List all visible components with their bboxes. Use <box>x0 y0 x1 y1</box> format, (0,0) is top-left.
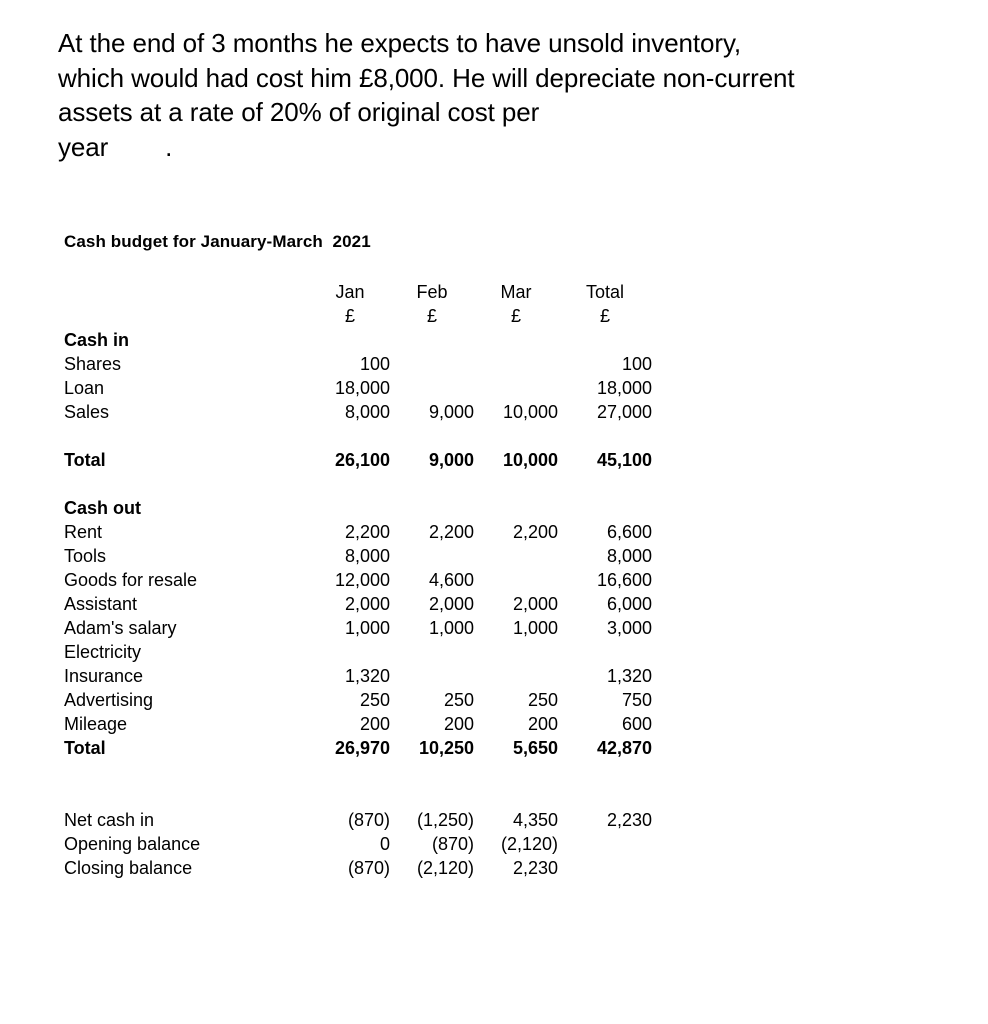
column-header-feb: Feb <box>416 282 448 302</box>
section-heading-cash-in: Cash in <box>64 330 130 350</box>
cell-feb: 1,000 <box>428 618 474 638</box>
cell-feb: 2,000 <box>428 594 474 614</box>
row-label: Net cash in <box>64 810 155 830</box>
cell-total: 6,600 <box>606 522 652 542</box>
cell-jan <box>310 640 390 664</box>
cell-feb: 250 <box>443 690 474 710</box>
summary-row-opening-balance <box>64 832 652 856</box>
currency-header-row <box>64 304 652 328</box>
blank-cell <box>390 328 474 352</box>
summary-row-net-cash-in <box>64 808 652 832</box>
summary-row-closing-balance <box>64 856 652 880</box>
cell-jan: 2,000 <box>344 594 390 614</box>
cell-feb: 2,200 <box>428 522 474 542</box>
cell-mar <box>474 664 558 688</box>
blank-cell <box>474 424 558 448</box>
cell-total: 1,320 <box>606 666 652 686</box>
cell-total <box>558 832 652 856</box>
blank-cell <box>310 496 390 520</box>
column-header-total: Total <box>585 282 625 302</box>
section-heading-row-cash-in <box>64 328 652 352</box>
column-header-mar: Mar <box>500 282 532 302</box>
table-row <box>64 520 652 544</box>
section-heading-cash-out: Cash out <box>64 498 142 518</box>
blank-cell <box>390 472 474 496</box>
total-row-cash-in <box>64 448 652 472</box>
cell-mar <box>474 376 558 400</box>
cell-jan: 26,100 <box>334 450 390 470</box>
spacer-row <box>64 760 652 784</box>
currency-symbol-jan: £ <box>344 306 355 326</box>
cell-total <box>558 640 652 664</box>
cell-jan: (870) <box>347 810 390 830</box>
blank-cell <box>474 496 558 520</box>
intro-line: assets at a rate of 20% of original cost per <box>58 97 540 127</box>
row-label: Tools <box>64 546 107 566</box>
cell-feb <box>390 352 474 376</box>
blank-cell <box>64 760 310 784</box>
cell-total: 27,000 <box>596 402 652 422</box>
blank-cell <box>474 472 558 496</box>
row-label: Closing balance <box>64 858 193 878</box>
cell-jan: 250 <box>359 690 390 710</box>
table-row <box>64 616 652 640</box>
row-label: Goods for resale <box>64 570 198 590</box>
table-row <box>64 544 652 568</box>
cell-mar: 200 <box>527 714 558 734</box>
cell-mar: 1,000 <box>512 618 558 638</box>
currency-symbol-mar: £ <box>510 306 521 326</box>
blank-cell <box>558 424 652 448</box>
cash-budget-table <box>64 280 652 880</box>
cash-budget-title: Cash budget for January-March 2021 <box>64 232 371 251</box>
cell-mar <box>474 352 558 376</box>
cell-mar: 250 <box>527 690 558 710</box>
cell-jan: 2,200 <box>344 522 390 542</box>
total-row-cash-out <box>64 736 652 760</box>
table-row <box>64 352 652 376</box>
blank-cell <box>310 784 390 808</box>
header-blank-cell <box>64 280 310 304</box>
cell-total: 45,100 <box>596 450 652 470</box>
cell-feb <box>390 640 474 664</box>
cell-feb: 200 <box>443 714 474 734</box>
table-row <box>64 376 652 400</box>
blank-cell <box>390 760 474 784</box>
intro-line: year . <box>58 131 173 162</box>
blank-cell <box>390 496 474 520</box>
section-heading-row-cash-out <box>64 496 652 520</box>
cell-total: 750 <box>621 690 652 710</box>
blank-cell <box>310 760 390 784</box>
intro-paragraph <box>58 26 948 164</box>
cell-feb: 9,000 <box>428 402 474 422</box>
cell-feb <box>390 544 474 568</box>
row-label: Rent <box>64 522 103 542</box>
table-row <box>64 712 652 736</box>
row-label: Loan <box>64 378 105 398</box>
intro-line: which would had cost him £8,000. He will depreciate non-current <box>58 62 795 93</box>
cell-total <box>558 856 652 880</box>
cell-mar: 10,000 <box>502 450 558 470</box>
row-label: Assistant <box>64 594 138 614</box>
row-label: Electricity <box>64 642 142 662</box>
blank-cell <box>558 328 652 352</box>
blank-cell <box>310 472 390 496</box>
table-row <box>64 568 652 592</box>
row-label: Total <box>64 738 106 758</box>
blank-cell <box>558 760 652 784</box>
cell-mar: 10,000 <box>502 402 558 422</box>
cell-jan: 8,000 <box>344 546 390 566</box>
cell-total: 42,870 <box>596 738 652 758</box>
cell-jan: 200 <box>359 714 390 734</box>
cell-total: 16,600 <box>596 570 652 590</box>
cell-total: 100 <box>621 354 652 374</box>
cell-mar: 2,230 <box>512 858 558 878</box>
cell-feb: 4,600 <box>428 570 474 590</box>
cell-feb: (1,250) <box>416 810 474 830</box>
currency-symbol-total: £ <box>599 306 610 326</box>
cell-mar: 2,000 <box>512 594 558 614</box>
row-label: Shares <box>64 354 122 374</box>
cell-feb <box>390 664 474 688</box>
row-label: Advertising <box>64 690 154 710</box>
blank-cell <box>310 424 390 448</box>
blank-cell <box>64 784 310 808</box>
cell-mar <box>474 544 558 568</box>
currency-symbol-feb: £ <box>426 306 437 326</box>
row-label: Mileage <box>64 714 128 734</box>
blank-cell <box>558 472 652 496</box>
cell-total: 600 <box>621 714 652 734</box>
table-row <box>64 664 652 688</box>
spacer-row <box>64 784 652 808</box>
cell-mar: 2,200 <box>512 522 558 542</box>
spacer-row <box>64 424 652 448</box>
cell-mar: 5,650 <box>512 738 558 758</box>
row-label: Opening balance <box>64 834 201 854</box>
table-row <box>64 592 652 616</box>
cell-jan: 18,000 <box>334 378 390 398</box>
row-label: Total <box>64 450 106 470</box>
cell-jan: 1,320 <box>344 666 390 686</box>
cell-feb: (870) <box>431 834 474 854</box>
cell-mar: 4,350 <box>512 810 558 830</box>
cell-total: 6,000 <box>606 594 652 614</box>
column-header-jan: Jan <box>335 282 365 302</box>
blank-cell <box>474 328 558 352</box>
table-header-row <box>64 280 652 304</box>
blank-cell <box>558 784 652 808</box>
cell-jan: 12,000 <box>334 570 390 590</box>
blank-cell <box>64 472 310 496</box>
cell-feb <box>390 376 474 400</box>
cell-mar: (2,120) <box>500 834 558 854</box>
cell-jan: 26,970 <box>334 738 390 758</box>
cell-total: 8,000 <box>606 546 652 566</box>
cell-jan: 8,000 <box>344 402 390 422</box>
cell-mar <box>474 640 558 664</box>
cell-total: 18,000 <box>596 378 652 398</box>
spacer-row <box>64 472 652 496</box>
blank-cell <box>474 760 558 784</box>
intro-line: At the end of 3 months he expects to have unsold inventory, <box>58 28 742 58</box>
table-row <box>64 688 652 712</box>
blank-cell <box>310 328 390 352</box>
cell-feb: 9,000 <box>428 450 474 470</box>
cell-feb: (2,120) <box>416 858 474 878</box>
blank-cell <box>558 496 652 520</box>
cell-feb: 10,250 <box>418 738 474 758</box>
row-label: Insurance <box>64 666 144 686</box>
currency-blank-cell <box>64 304 310 328</box>
cell-jan: 0 <box>379 834 390 854</box>
table-row <box>64 400 652 424</box>
cell-total: 2,230 <box>606 810 652 830</box>
cell-jan: 1,000 <box>344 618 390 638</box>
cell-mar <box>474 568 558 592</box>
cell-jan: 100 <box>359 354 390 374</box>
blank-cell <box>390 424 474 448</box>
blank-cell <box>474 784 558 808</box>
blank-cell <box>64 424 310 448</box>
table-row <box>64 640 652 664</box>
cell-jan: (870) <box>347 858 390 878</box>
row-label: Sales <box>64 402 110 422</box>
blank-cell <box>390 784 474 808</box>
row-label: Adam's salary <box>64 618 177 638</box>
cell-total: 3,000 <box>606 618 652 638</box>
